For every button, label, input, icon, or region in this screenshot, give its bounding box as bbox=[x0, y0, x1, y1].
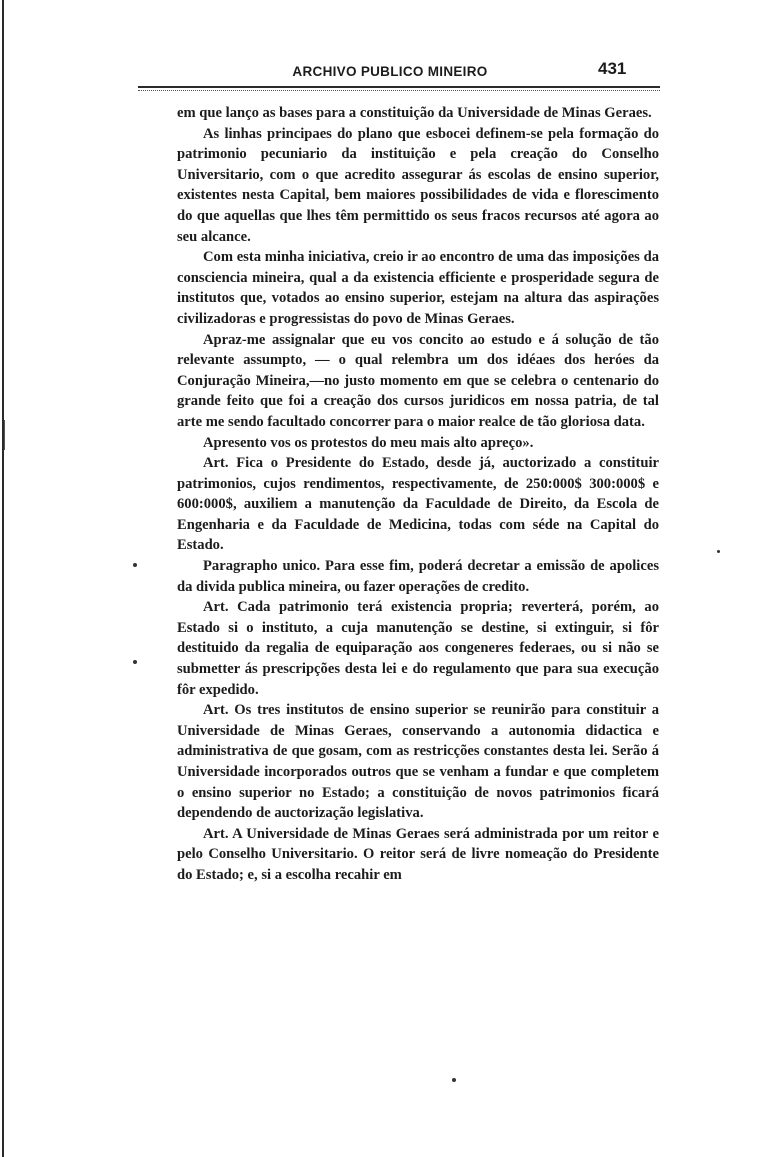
paragraph: Apresento vos os protestos do meu mais alto apreço». bbox=[203, 434, 534, 451]
paragraph: Apraz-me assignalar que eu vos concito ao estudo e á solução de tão relevante assumpto, — o qual relembra um dos idéaes dos heróes da Conjuração Mineira,—no justo momento em que se celebra o centenario do grande feito que foi a creação dos cursos juridicos em nossa patria, de tal arte me sendo facultado concorrer para o maior realce de tão gloriosa data. bbox=[177, 331, 659, 430]
header-rule bbox=[138, 86, 660, 88]
paragraph: em que lanço as bases para a constituição da Universidade de Minas Geraes. bbox=[177, 105, 652, 121]
paragraph: Paragrapho unico. Para esse fim, poderá decretar a emissão de apolices da divida publica mineira, ou fazer operações de credito. bbox=[177, 558, 659, 595]
running-title: ARCHIVO PUBLICO MINEIRO bbox=[292, 64, 488, 79]
article-paragraph: Art. A Universidade de Minas Geraes será administrada por um reitor e pelo Conselho Universitario. O reitor será de livre nomeação do Presidente do Estado; e, si a escolha recahir em bbox=[177, 825, 659, 883]
article-paragraph: Art. Fica o Presidente do Estado, desde já, auctorizado a constituir patrimonios, cujos rendimentos, respectivamente, de 250:000$ 300:000$ e 600:000$, auxiliem a manutenção da Faculdade de Direito, da Escola de Engenharia e da Faculdade de Medicina, todas com séde na Capital do Estado. bbox=[177, 455, 659, 554]
page-edge-mark bbox=[4, 420, 5, 450]
page-number: 431 bbox=[598, 59, 627, 78]
speck-mark bbox=[717, 550, 720, 553]
page-header bbox=[150, 59, 670, 82]
paragraph: As linhas principaes do plano que esbocei definem-se pela formação do patrimonio pecuniario da instituição e pela creação do Conselho Universitario, com o que acredito assegurar ás escolas de ensino superior, existentes nesta Capital, bem maiores possibilidades de vida e florescimento do que aquellas que lhes têm permittido os seus fracos recursos até agora ao seu alcance. bbox=[177, 125, 659, 245]
speck-mark bbox=[452, 1078, 456, 1082]
header-rule-dotted bbox=[138, 90, 660, 91]
article-paragraph: Art. Cada patrimonio terá existencia propria; reverterá, porém, ao Estado si o instituto, a cuja manutenção se destine, si extinguir, si fôr destituido da regalia de equiparação aos congeneres federaes, ou si não se submetter ás prescripções desta lei e do regulamento que para sua execução fôr expedido. bbox=[177, 599, 659, 698]
body-text bbox=[177, 103, 659, 886]
speck-mark bbox=[133, 563, 137, 567]
article-paragraph: Art. Os tres institutos de ensino superior se reunirão para constituir a Universidade de Minas Geraes, conservando a autonomia didactica e administrativa de que gosam, com as restricções constantes desta lei. Serão á Universidade incorporados outros que se venham a fundar e que completem o ensino superior no Estado; a constituição de novos patrimonios ficará dependendo de auctorização legislativa. bbox=[177, 702, 659, 822]
page-edge-shadow bbox=[2, 0, 4, 1157]
speck-mark bbox=[133, 660, 137, 664]
paragraph: Com esta minha iniciativa, creio ir ao encontro de uma das imposições da consciencia mineira, qual a da existencia efficiente e prosperidade segura de institutos que, votados ao ensino superior, estejam na altura das aspirações civilizadoras e progressistas do povo de Minas Geraes. bbox=[177, 249, 659, 327]
